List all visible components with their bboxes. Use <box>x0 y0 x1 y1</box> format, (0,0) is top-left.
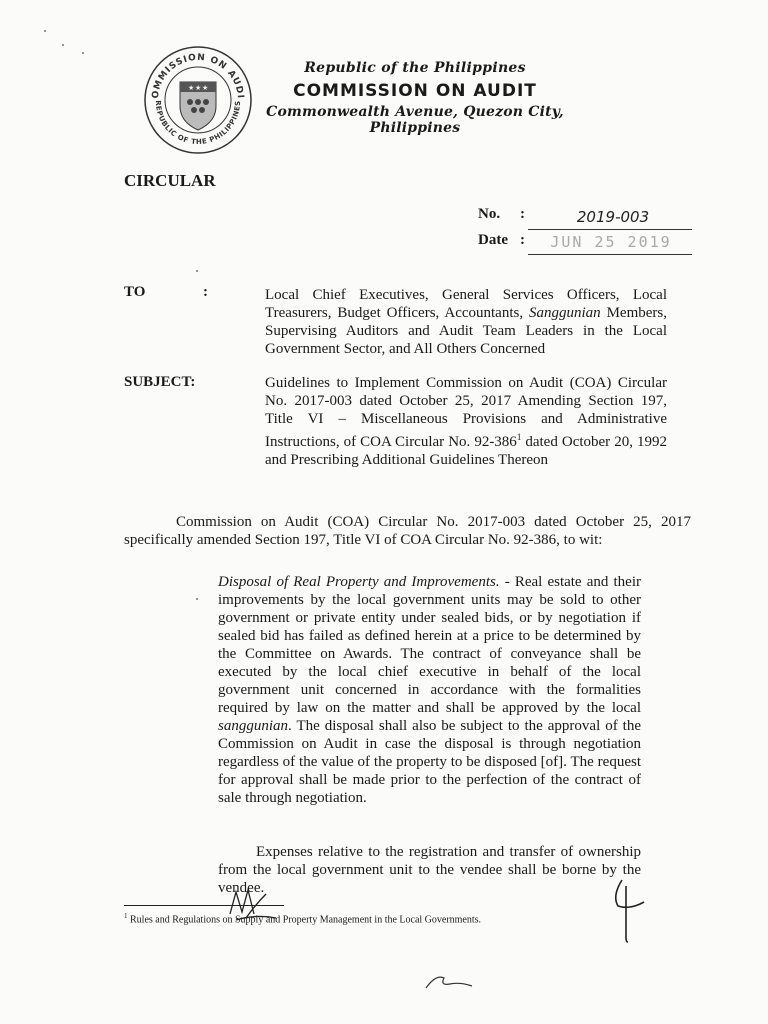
quoted-provision <box>218 573 641 807</box>
quote-part-b: . The disposal shall also be subject to the approval of the Commission on Audit in case the disposal is through negotiation regardless of the value of the property to be disposed [of]. The request for approval shall be made prior to the perfection of the contract of sale through negotiation. <box>218 718 641 806</box>
circular-number-colon: : <box>520 206 525 222</box>
to-recipients <box>265 286 667 358</box>
svg-text:★: ★ <box>188 84 195 92</box>
footnote-number: 1 <box>124 912 128 920</box>
footnote-ref: 1 <box>516 432 522 442</box>
subject-text-block <box>265 374 667 469</box>
to-text: Local Chief Executives, General Services Officers, Local Treasurers, Budget Officers, Accountants, <box>265 287 667 321</box>
quoted-provision-2: Expenses relative to the registration and transfer of ownership from the local government unit to the vendee shall be borne by the vendee. <box>218 844 641 896</box>
footnote <box>124 912 644 925</box>
svg-text:★: ★ <box>195 84 202 92</box>
date-stamp-value: JUN 25 2019 <box>550 233 672 251</box>
subject-label: SUBJECT: <box>124 374 196 390</box>
seal-text-top: OMMISSION ON AUDI <box>150 52 246 100</box>
quote-italic: sanggunian <box>218 718 289 734</box>
circular-number-value: 2019-003 <box>576 208 650 226</box>
footnote-text: Rules and Regulations on Supply and Property Management in the Local Governments. <box>127 914 482 926</box>
date-label: Date <box>478 232 508 248</box>
seal-text-bottom: REPUBLIC OF THE PHILIPPINES <box>153 100 243 147</box>
handwritten-flourish-icon <box>420 966 480 996</box>
to-label: TO <box>124 284 146 300</box>
to-text-italic: Sanggunian <box>529 305 601 321</box>
svg-text:★: ★ <box>202 84 209 92</box>
scan-speck <box>196 598 198 600</box>
scan-speck <box>62 44 64 46</box>
to-colon: : <box>203 284 208 300</box>
subject-text: Guidelines to Implement Commission on Audit (COA) Circular No. 2017-003 dated October 25, 2017 Amending Section 197, Title VI – Miscellaneous Provisions and Administrative Instructions, of COA Circular No. 92-386 <box>265 375 667 450</box>
circular-number-label: No. <box>478 206 501 222</box>
footnote-divider <box>124 905 284 906</box>
to-text-end: Members, Supervising Auditors and Audit Team Leaders in the Local Government Sector, and All Others Concerned <box>265 305 667 357</box>
scan-speck <box>82 52 84 54</box>
scan-speck <box>196 270 198 272</box>
intro-paragraph: Commission on Audit (COA) Circular No. 2017-003 dated October 25, 2017 specifically amended Section 197, Title VI of COA Circular No. 92-386, to wit: <box>124 514 691 548</box>
document-type: CIRCULAR <box>124 171 216 190</box>
letterhead-agency: COMMISSION ON AUDIT <box>293 81 537 101</box>
subject-text-end: dated October 20, 1992 and Prescribing Additional Guidelines Thereon <box>265 434 667 468</box>
number-underline <box>528 229 692 230</box>
letterhead-address: Commonwealth Avenue, Quezon City, Philippines <box>266 104 564 136</box>
coa-seal <box>142 44 254 156</box>
quote-part-a: - Real estate and their improvements by the local government units may be sold to other government or private entity under sealed bids, or by negotiation if sealed bid has failed as defined herein at a price to be determined by the Committee on Awards. The contract of conveyance shall be executed by the local chief executive in behalf of the local government unit concerned in accordance with the formalities required by law on the matter and shall be approved by the local <box>218 574 641 716</box>
coa-seal-icon <box>142 44 254 156</box>
quote-title: Disposal of Real Property and Improvements. <box>218 574 500 590</box>
date-colon: : <box>520 232 525 248</box>
date-underline <box>528 254 692 255</box>
letterhead-republic: Republic of the Philippines <box>304 60 526 76</box>
scan-speck <box>44 30 46 32</box>
